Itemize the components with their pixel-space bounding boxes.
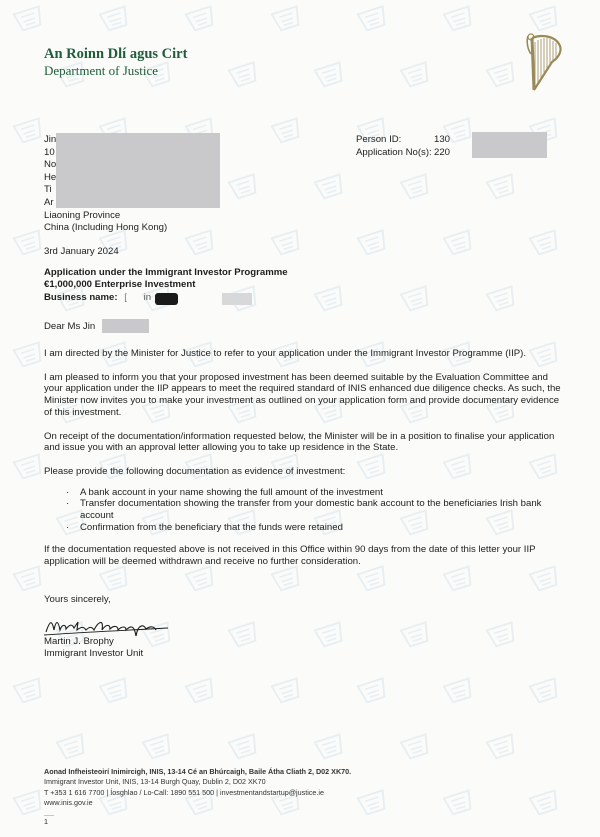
watermark-mark <box>9 673 49 708</box>
body-paragraph: I am pleased to inform you that your proposed investment has been deemed suitable by the Evaluation Committee and your application under the IIP appears to meet the required standard of INIS enhanced due diligence checks. As such, the Minister now invites you to make your investment as outlined on your application form and provide documentary evidence of this investment. <box>44 371 561 418</box>
watermark-mark <box>138 729 178 764</box>
watermark-mark <box>310 617 350 652</box>
watermark-mark <box>525 785 565 820</box>
list-item: · A bank account in your name showing the full amount of the investment <box>66 487 564 499</box>
watermark-mark <box>353 225 393 260</box>
business-name-fragment: in <box>143 291 152 303</box>
watermark-mark <box>439 1 479 36</box>
deadline-paragraph: If the documentation requested above is not received in this Office within 90 days from the date of this letter your IIP application will be deemed withdrawn and receive no further consideration. <box>44 544 536 568</box>
letter-date: 3rd January 2024 <box>44 246 119 257</box>
body-paragraph: Please provide the following documentation as evidence of investment: <box>44 465 346 477</box>
letter-body <box>44 348 564 580</box>
subject-line: Application under the Immigrant Investor Programme <box>44 267 288 278</box>
watermark-mark <box>95 1 135 36</box>
watermark-mark <box>9 1 49 36</box>
address-line: No <box>44 159 57 171</box>
footer <box>44 767 351 819</box>
address-line: He <box>44 171 57 183</box>
address-line: Jin <box>44 134 57 145</box>
footer-website: www.inis.gov.ie <box>44 798 93 808</box>
watermark-mark <box>396 169 436 204</box>
list-item: · Transfer documentation showing the transfer from your domestic bank account to the beneficiaries Irish bank account <box>66 498 564 521</box>
watermark-mark <box>224 617 264 652</box>
address-line: Liaoning Province <box>44 209 121 221</box>
harp-icon <box>522 32 564 94</box>
watermark-mark <box>482 281 522 316</box>
watermark-mark <box>396 729 436 764</box>
reference-redaction <box>472 132 547 158</box>
watermark-mark <box>310 281 350 316</box>
footer-contact: T +353 1 616 7700 | Íosghlao / Lo-Call: 1890 551 500 | investmentandstartup@justice.ie <box>44 787 325 797</box>
closing: Yours sincerely, <box>44 594 111 605</box>
watermark-mark <box>181 673 221 708</box>
watermark-mark <box>439 673 479 708</box>
footer-dots: ..... <box>44 808 54 818</box>
footer-irish-address: Aonad Infheisteoirí Inimircigh, INIS, 13-14 Cé an Bhúrcaigh, Baile Átha Cliath 2, D02 XK70. <box>44 767 352 776</box>
watermark-mark <box>224 729 264 764</box>
business-name-redaction <box>222 293 252 305</box>
watermark-mark <box>267 113 307 148</box>
address-line: Ti <box>44 184 52 196</box>
watermark-mark <box>439 225 479 260</box>
watermark-mark <box>310 57 350 92</box>
signer-unit: Immigrant Investor Unit <box>44 648 144 660</box>
address-line: 10 <box>44 146 55 158</box>
page-number: 1 <box>44 817 48 826</box>
person-id-label: Person ID: <box>356 134 402 145</box>
watermark-mark <box>396 281 436 316</box>
watermark-mark <box>482 57 522 92</box>
watermark-mark <box>353 785 393 820</box>
business-name-redaction <box>155 293 178 305</box>
body-paragraph: On receipt of the documentation/information requested below, the Minister will be in a position to finalise your application and issue you with an approval letter allowing you to take up residence in the State. <box>44 430 555 454</box>
name-redaction <box>102 319 149 333</box>
footer-english-address: Immigrant Investor Unit, INIS, 13-14 Burgh Quay, Dublin 2, D02 XK70 <box>44 777 266 787</box>
watermark-mark <box>482 617 522 652</box>
watermark-mark <box>310 169 350 204</box>
watermark-mark <box>224 57 264 92</box>
business-name-label: Business name: <box>44 291 118 303</box>
application-number-value: 220 <box>434 147 451 158</box>
watermark-mark <box>525 225 565 260</box>
watermark-mark <box>310 729 350 764</box>
watermark-mark <box>353 673 393 708</box>
signer-name: Martin J. Brophy <box>44 636 114 647</box>
watermark-mark <box>396 617 436 652</box>
watermark-mark <box>95 673 135 708</box>
address-line: Ar <box>44 196 54 208</box>
watermark-mark <box>396 57 436 92</box>
body-paragraph: I am directed by the Minister for Justice to refer to your application under the Immigrant Investor Programme (IIP). <box>44 348 527 359</box>
list-item: · Confirmation from the beneficiary that the funds were retained <box>66 522 564 534</box>
document-list <box>44 487 564 534</box>
watermark-mark <box>482 169 522 204</box>
subject-line: €1,000,000 Enterprise Investment <box>44 279 196 291</box>
watermark-mark <box>52 729 92 764</box>
watermark-mark <box>267 225 307 260</box>
department-name-irish: An Roinn Dlí agus Cirt <box>44 46 188 62</box>
watermark-mark <box>267 673 307 708</box>
watermark-mark <box>439 785 479 820</box>
watermark-mark <box>353 1 393 36</box>
salutation: Dear Ms Jin <box>44 321 96 332</box>
department-name-english: Department of Justice <box>44 63 159 78</box>
watermark-mark <box>267 1 307 36</box>
address-line: China (Including Hong Kong) <box>44 222 168 234</box>
signer-block <box>44 636 143 661</box>
application-number-label: Application No(s): <box>356 147 432 158</box>
person-id-value: 130 <box>434 134 451 145</box>
watermark-mark <box>525 673 565 708</box>
business-name-fragment: [ <box>124 291 127 303</box>
watermark-mark <box>482 729 522 764</box>
watermark-mark <box>181 1 221 36</box>
address-redaction <box>56 133 220 208</box>
